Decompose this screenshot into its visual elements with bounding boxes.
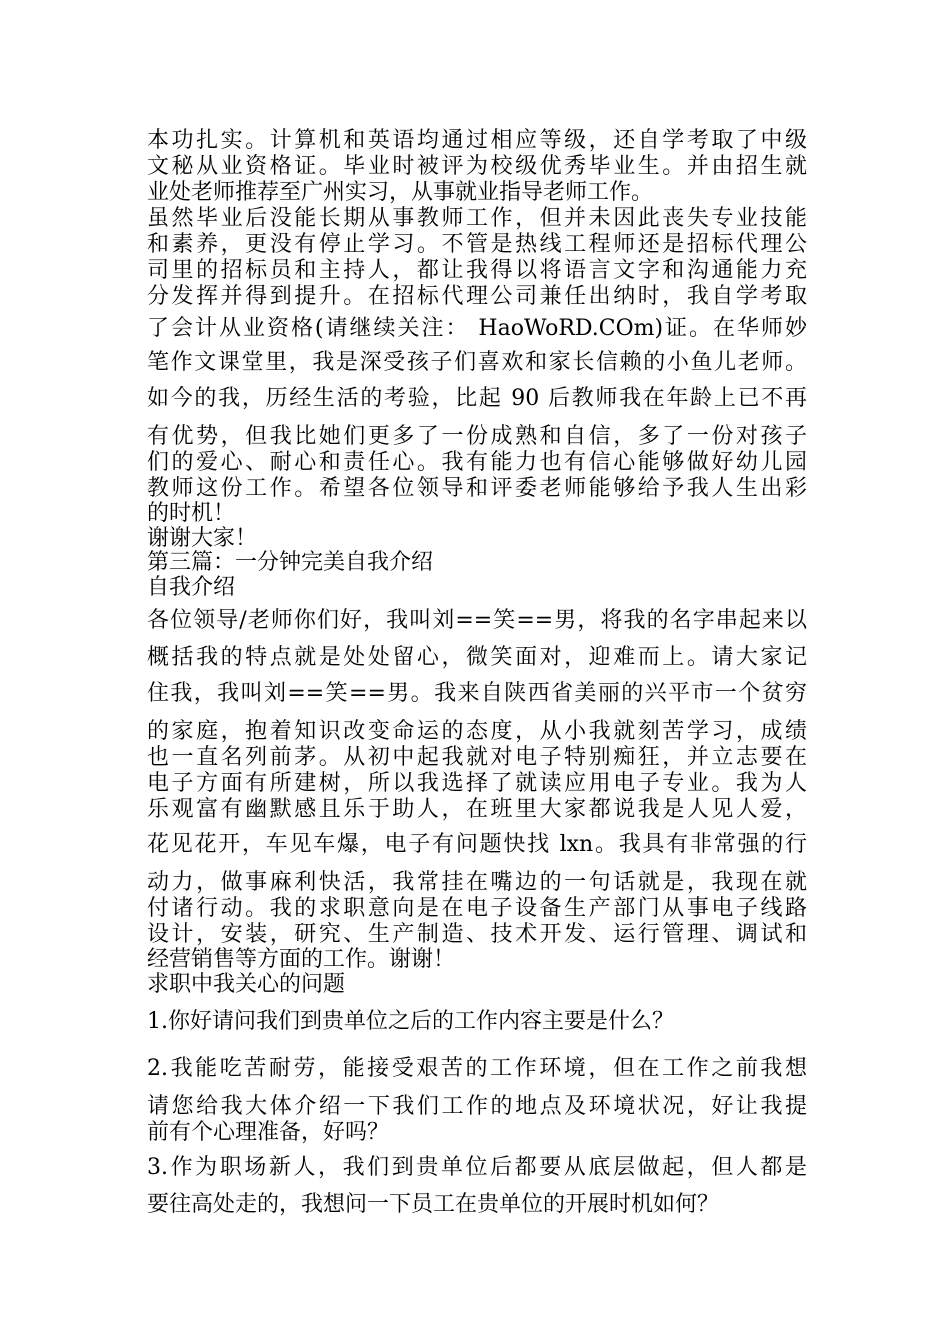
text-line: 付诸行动。我的求职意向是在电子设备生产部门从事电子线路 xyxy=(147,896,807,921)
text-line: 虽然毕业后没能长期从事教师工作，但并未因此丧失专业技能 xyxy=(147,206,807,231)
section-subheading: 求职中我关心的问题 xyxy=(147,972,346,997)
text-line: 司里的招标员和主持人，都让我得以将语言文字和沟通能力充 xyxy=(147,258,807,283)
text-line: 也一直名列前茅。从初中起我就对电子特别痴狂，并立志要在 xyxy=(147,745,807,770)
text-line: 各位领导/老师你们好，我叫刘==笑==男，将我的名字串起来以 xyxy=(147,608,807,633)
text-line: 文秘从业资格证。毕业时被评为校级优秀毕业生。并由招生就 xyxy=(147,154,807,179)
text-line: 住我，我叫刘==笑==男。我来自陕西省美丽的兴平市一个贫穷 xyxy=(147,681,807,706)
text-line: 了会计从业资格(请继续关注： HaoWoRD.COm)证。在华师妙 xyxy=(147,316,807,341)
text-line: 请您给我大体介绍一下我们工作的地点及环境状况，好让我提 xyxy=(147,1094,807,1119)
text-line: 的时机！ xyxy=(147,501,236,526)
text-line: 前有个心理准备，好吗？ xyxy=(147,1120,390,1145)
text-line: 分发挥并得到提升。在招标代理公司兼任出纳时，我自学考取 xyxy=(147,284,807,309)
question-item: 2.我能吃苦耐劳，能接受艰苦的工作环境，但在工作之前我想 xyxy=(147,1056,807,1081)
text-line: 本功扎实。计算机和英语均通过相应等级，还自学考取了中级 xyxy=(147,128,807,153)
text-line: 概括我的特点就是处处留心，微笑面对，迎难而上。请大家记 xyxy=(147,645,807,670)
text-line: 的家庭，抱着知识改变命运的态度，从小我就刻苦学习，成绩 xyxy=(147,719,807,744)
text-line: 电子方面有所建树，所以我选择了就读应用电子专业。我为人 xyxy=(147,771,807,796)
text-line: 花见花开，车见车爆，电子有问题快找 lxn。我具有非常强的行 xyxy=(147,832,807,857)
text-line: 动力，做事麻利快活，我常挂在嘴边的一句话就是，我现在就 xyxy=(147,870,807,895)
text-line: 和素养，更没有停止学习。不管是热线工程师还是招标代理公 xyxy=(147,232,807,257)
text-line: 设计，安装，研究、生产制造、技术开发、运行管理、调试和 xyxy=(147,922,807,947)
question-item: 3.作为职场新人，我们到贵单位后都要从底层做起，但人都是 xyxy=(147,1155,807,1180)
question-item: 1.你好请问我们到贵单位之后的工作内容主要是什么？ xyxy=(147,1009,674,1034)
text-line: 们的爱心、耐心和责任心。我有能力也有信心能够做好幼儿园 xyxy=(147,450,807,475)
text-line: 业处老师推荐至广州实习，从事就业指导老师工作。 xyxy=(147,180,654,205)
text-line: 笔作文课堂里，我是深受孩子们喜欢和家长信赖的小鱼儿老师。 xyxy=(147,350,807,375)
text-line: 要往高处走的，我想问一下员工在贵单位的开展时机如何？ xyxy=(147,1192,720,1217)
text-line: 乐观富有幽默感且乐于助人，在班里大家都说我是人见人爱， xyxy=(147,797,807,822)
text-line: 有优势，但我比她们更多了一份成熟和自信，多了一份对孩子 xyxy=(147,424,807,449)
text-line: 经营销售等方面的工作。谢谢！ xyxy=(147,947,456,972)
text-line: 教师这份工作。希望各位领导和评委老师能够给予我人生出彩 xyxy=(147,476,807,501)
section-heading: 第三篇：一分钟完美自我介绍 xyxy=(147,550,434,575)
text-line: 如今的我，历经生活的考验，比起 90 后教师我在年龄上已不再 xyxy=(147,386,807,411)
section-subheading: 自我介绍 xyxy=(147,575,236,600)
text-line: 谢谢大家！ xyxy=(147,526,258,551)
